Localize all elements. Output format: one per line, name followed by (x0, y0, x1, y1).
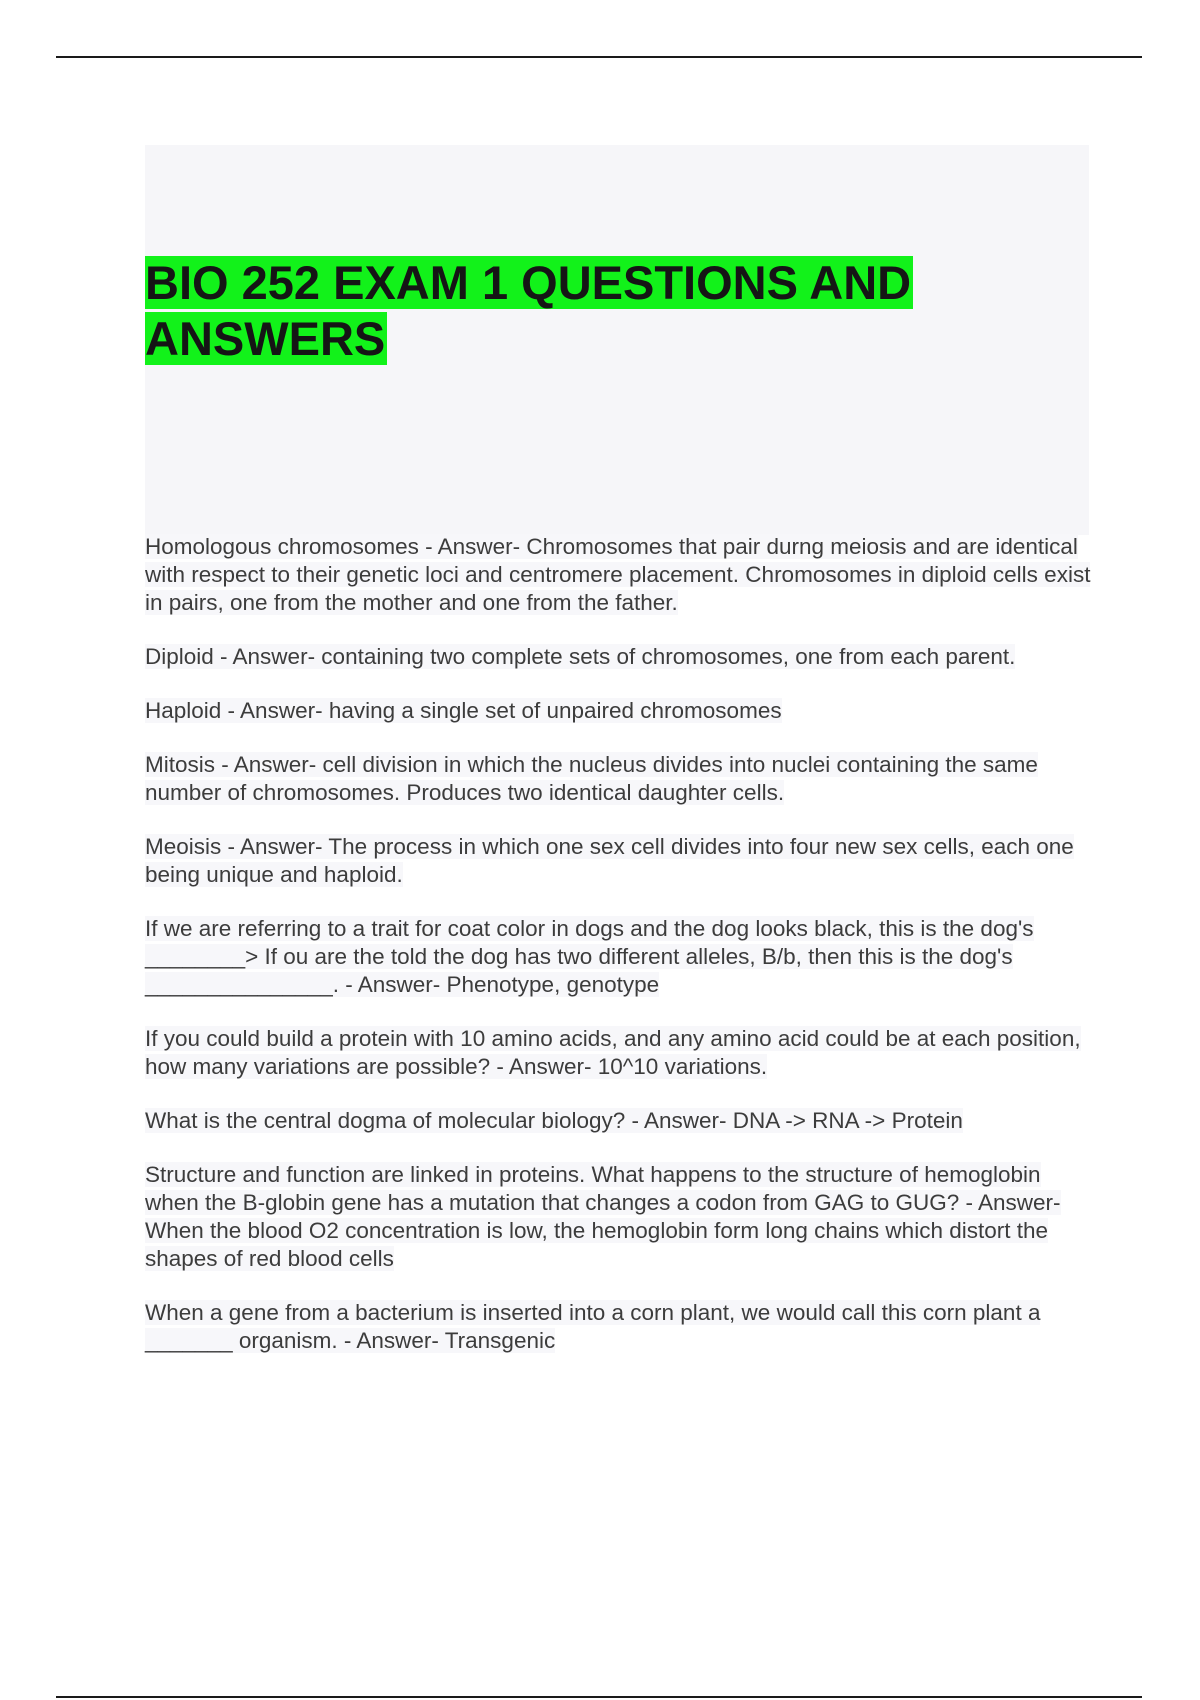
qa-text: Mitosis - Answer- cell division in which the nucleus divides into nuclei containing the same number of chromosomes. Produces two identical daughter cells. (145, 752, 1038, 805)
qa-entry-coat-color (145, 915, 1095, 999)
qa-entry-mitosis (145, 751, 1095, 807)
page-bottom-rule (56, 1696, 1142, 1698)
title-highlight: BIO 252 EXAM 1 QUESTIONS AND ANSWERS (145, 256, 912, 365)
qa-entry-transgenic (145, 1299, 1095, 1355)
qa-text: Diploid - Answer- containing two complete sets of chromosomes, one from each parent. (145, 644, 1016, 669)
qa-entry-homologous (145, 533, 1095, 617)
qa-entry-diploid (145, 643, 1095, 671)
qa-entry-haploid (145, 697, 1095, 725)
qa-text: Structure and function are linked in proteins. What happens to the structure of hemoglobin when the B-globin gene has a mutation that changes a codon from GAG to GUG? - Answer- When the blood O2 concentration is low, the hemoglobin form long chains which distort the shapes of red blood cells (145, 1162, 1061, 1271)
qa-text: If you could build a protein with 10 amino acids, and any amino acid could be at each position, how many variations are possible? - Answer- 10^10 variations. (145, 1026, 1081, 1079)
qa-entry-meiosis (145, 833, 1095, 889)
qa-text: Meoisis - Answer- The process in which one sex cell divides into four new sex cells, each one being unique and haploid. (145, 834, 1074, 887)
qa-text: What is the central dogma of molecular biology? - Answer- DNA -> RNA -> Protein (145, 1108, 963, 1133)
document-title (145, 255, 945, 367)
qa-text: When a gene from a bacterium is inserted into a corn plant, we would call this corn plant a _______ organism. - Answer- Transgenic (145, 1300, 1041, 1353)
qa-text: Haploid - Answer- having a single set of unpaired chromosomes (145, 698, 782, 723)
qa-text: If we are referring to a trait for coat color in dogs and the dog looks black, this is the dog's ________> If ou are the told the dog has two different alleles, B/b, then this is the dog's _______________. - Answer- Phenotype, genotype (145, 916, 1034, 997)
qa-text: Homologous chromosomes - Answer- Chromosomes that pair durng meiosis and are identical with respect to their genetic loci and centromere placement. Chromosomes in diploid cells exist in pairs, one from the mother and one from the father. (145, 534, 1091, 615)
qa-entry-protein-variations (145, 1025, 1095, 1081)
qa-list (145, 533, 1095, 1381)
qa-entry-central-dogma (145, 1107, 1095, 1135)
qa-entry-hemoglobin (145, 1161, 1095, 1273)
page-top-rule (56, 56, 1142, 58)
